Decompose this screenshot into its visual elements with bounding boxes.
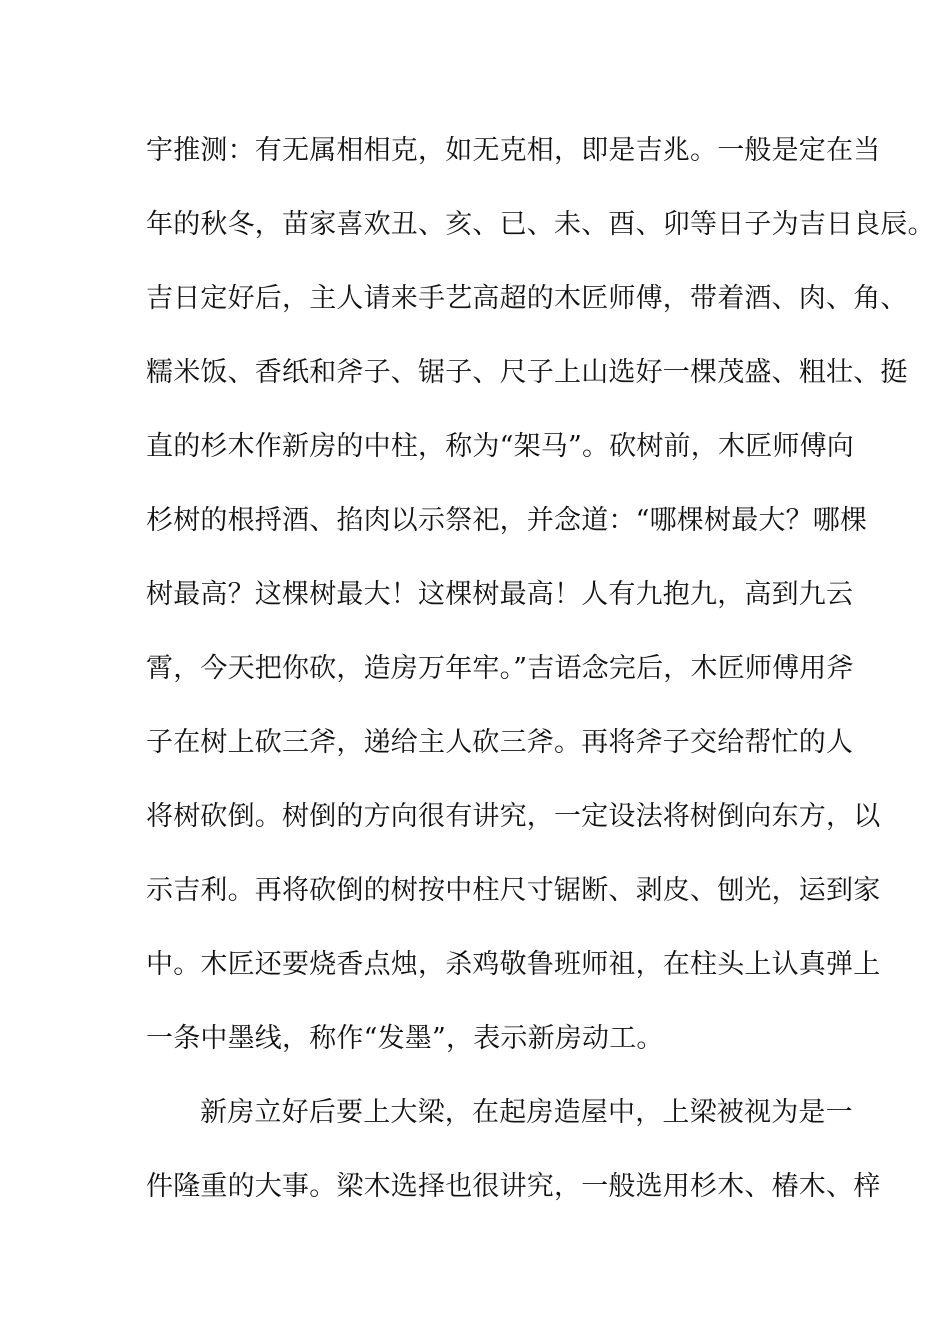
text-line: 直的杉木作新房的中柱，称为“架马”。砍树前，木匠师傅向 [146,431,855,462]
text-line: 中。木匠还要烧香点烛，杀鸡敬鲁班师祖，在柱头上认真弹上 [146,949,881,980]
text-line: 霄，今天把你砍，造房万年牢。”吉语念完后，木匠师傅用斧 [146,653,854,684]
body-text [146,128,935,1238]
text-line: 宇推测：有无属相相克，如无克相，即是吉兆。一般是定在当 [146,135,881,166]
text-line: 糯米饭、香纸和斧子、锯子、尺子上山选好一棵茂盛、粗壮、挺 [146,357,908,388]
text-line: 杉树的根捋酒、掐肉以示祭祀，并念道：“哪棵树最大？哪棵 [146,505,868,536]
text-line: 年的秋冬，苗家喜欢丑、亥、已、未、酉、卯等日子为吉日良辰。 [146,209,935,240]
paragraph-start-line: 新房立好后要上大梁，在起房造屋中，上梁被视为是一 [200,1097,853,1128]
text-line: 件隆重的大事。梁木选择也很讲究，一般选用杉木、椿木、梓 [146,1171,881,1202]
text-line: 一条中墨线，称作“发墨”，表示新房动工。 [146,1023,664,1054]
text-line: 将树砍倒。树倒的方向很有讲究，一定设法将树倒向东方，以 [146,801,881,832]
text-line: 子在树上砍三斧，递给主人砍三斧。再将斧子交给帮忙的人 [146,727,854,758]
text-line: 吉日定好后，主人请来手艺高超的木匠师傅，带着酒、肉、角、 [146,283,908,314]
text-line: 树最高？这棵树最大！这棵树最高！人有九抱九，高到九云 [146,579,854,610]
text-line: 示吉利。再将砍倒的树按中柱尺寸锯断、剥皮、刨光，运到家 [146,875,881,906]
